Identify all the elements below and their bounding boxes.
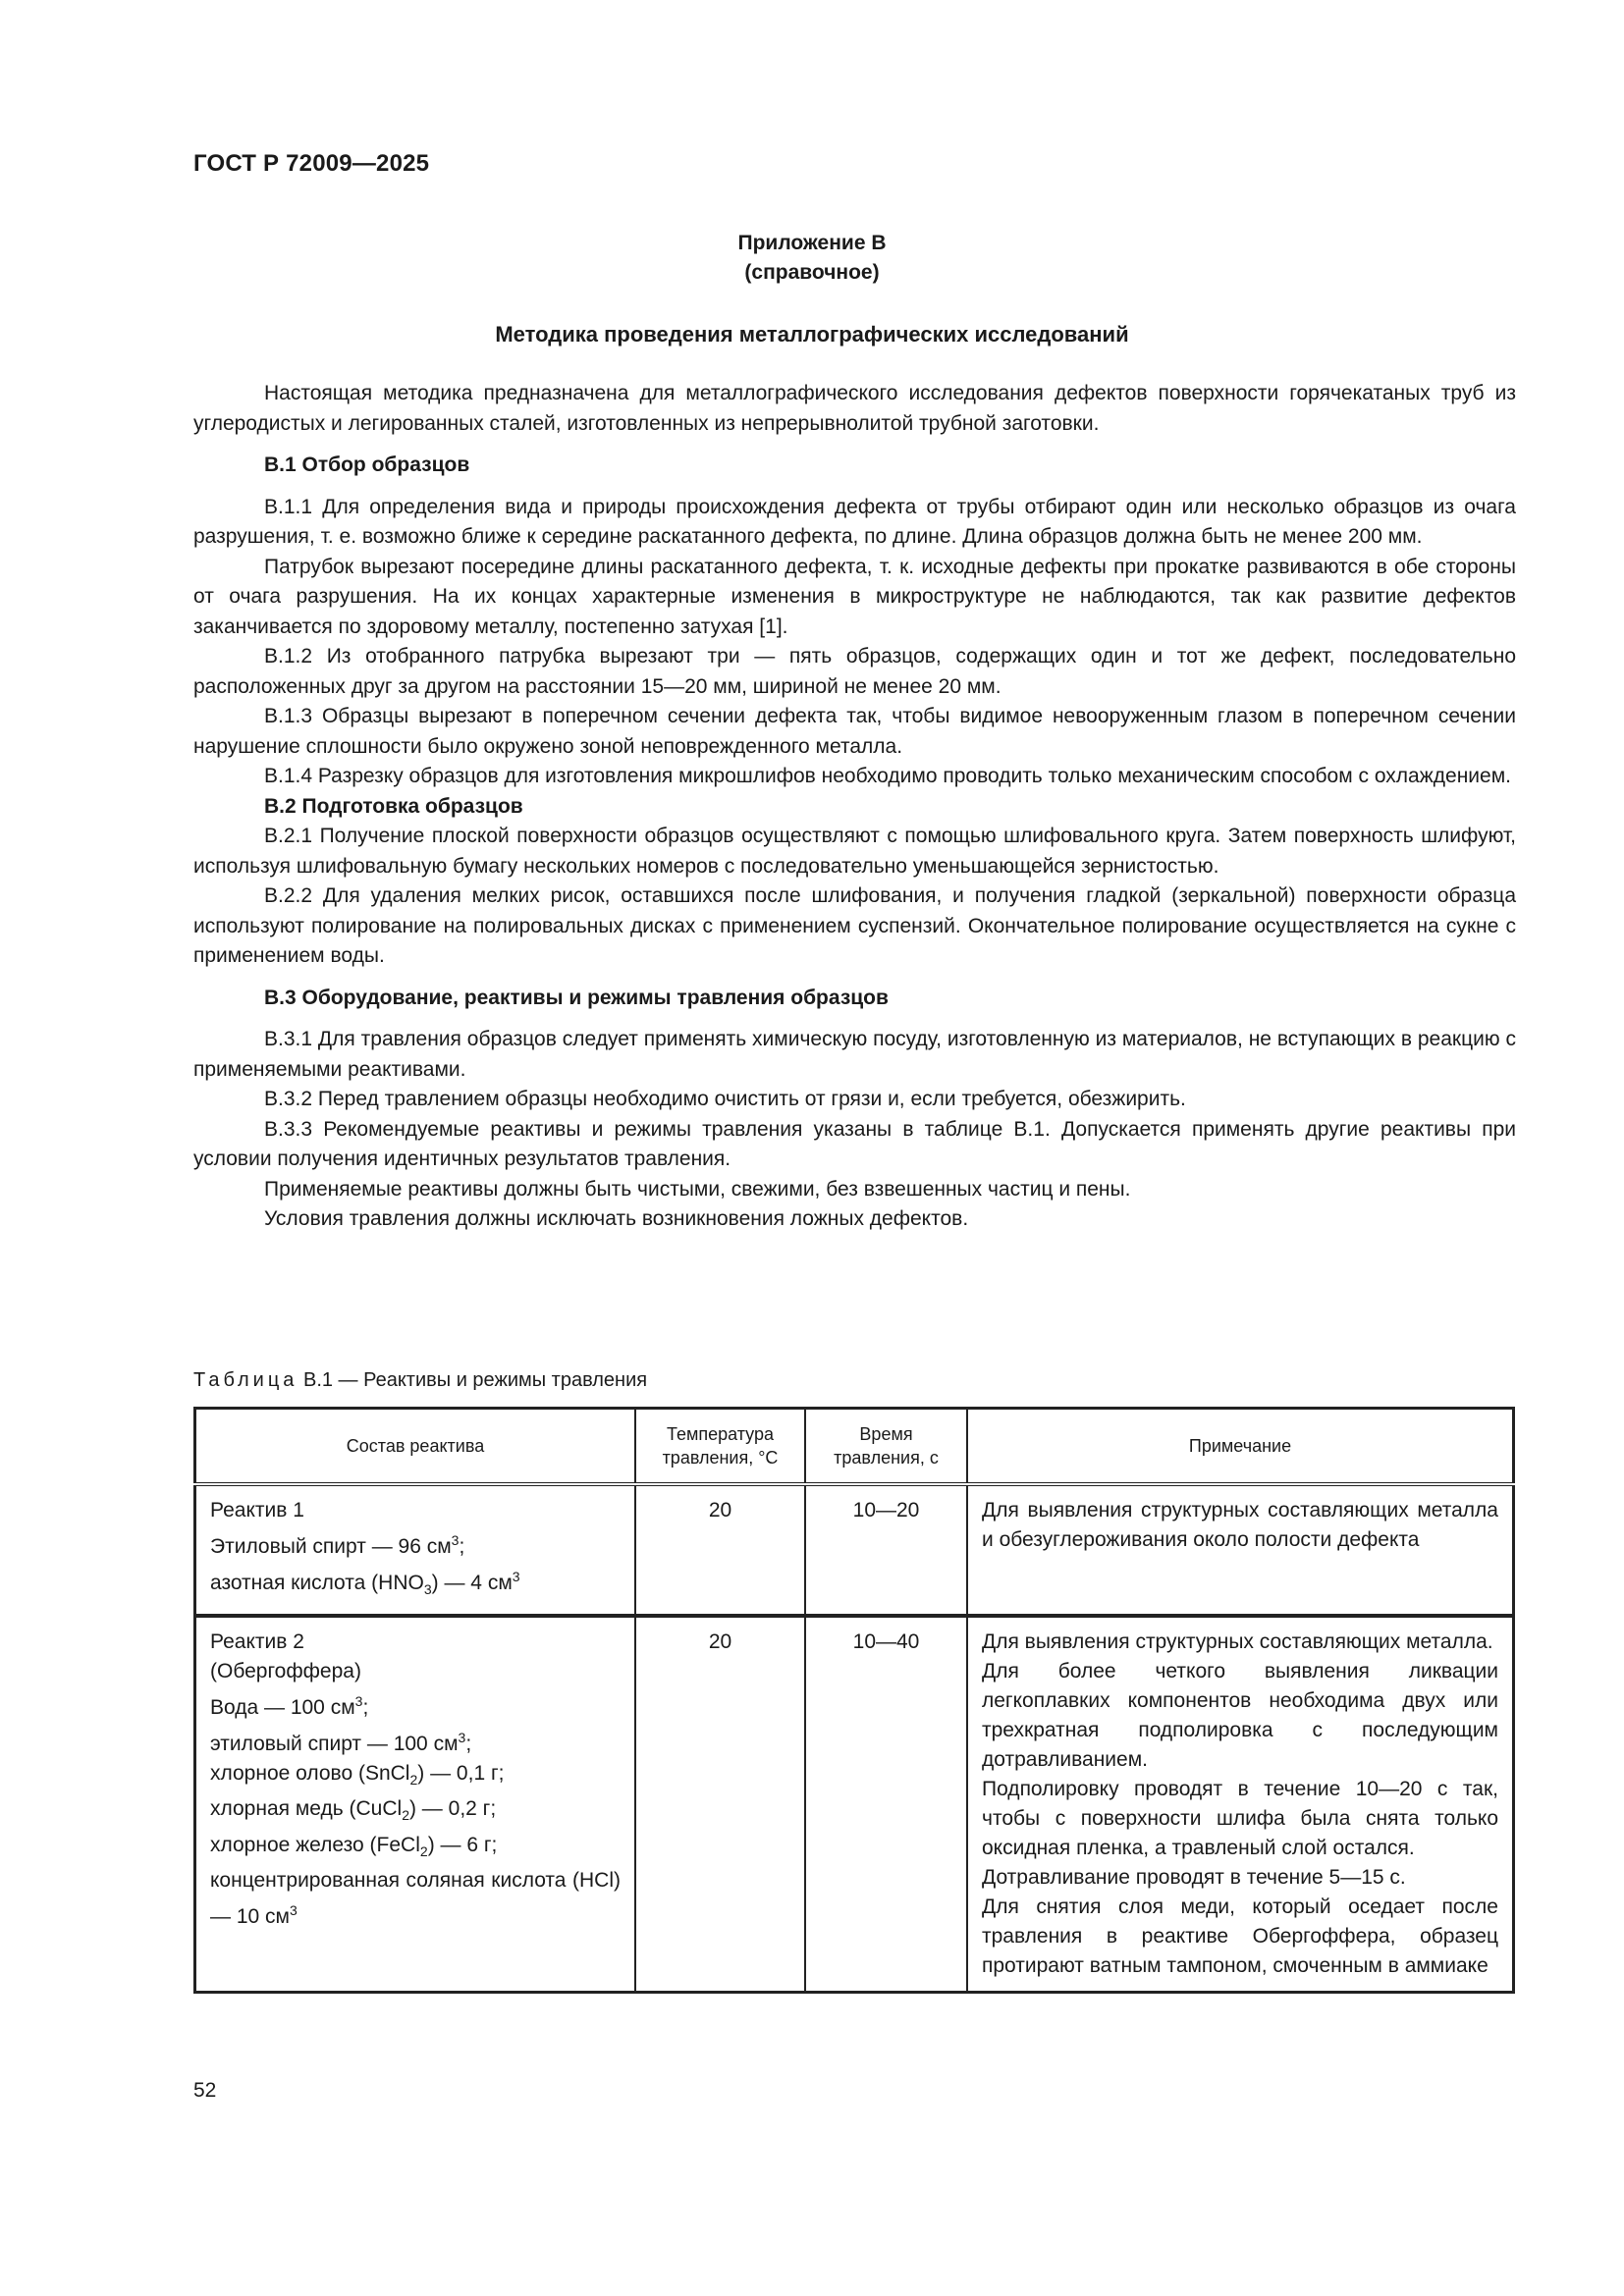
cell-time: 10—20	[805, 1484, 967, 1616]
table-caption	[193, 1369, 647, 1392]
cell-note: Для выявления структурных составляющих металла и обезуглероживания около полости дефекта	[967, 1484, 1514, 1616]
paragraph-b3-3: В.3.3 Рекомендуемые реактивы и режимы травления указаны в таблице В.1. Допускается применять другие реактивы при условии получения идентичных результатов травления.	[193, 1117, 1516, 1170]
section-heading-b1: В.1 Отбор образцов	[264, 454, 470, 476]
paragraph-b3-5: Условия травления должны исключать возникновения ложных дефектов.	[264, 1207, 969, 1230]
table-header-row	[195, 1409, 1514, 1485]
cell-time: 10—40	[805, 1616, 967, 1993]
section-heading-b3: В.3 Оборудование, реактивы и режимы травления образцов	[264, 986, 889, 1009]
paragraph-b2-1: В.2.1 Получение плоской поверхности образцов осуществляют с помощью шлифовального круга. Затем поверхность шлифуют, используя шлифовальную бумагу нескольких номеров с последовательно уменьшающейся зернистостью.	[193, 825, 1516, 878]
paragraph-b3-2: В.3.2 Перед травлением образцы необходимо очистить от грязи и, если требуется, обезжирить.	[264, 1088, 1186, 1110]
header-note: Примечание	[967, 1409, 1514, 1485]
document-body	[193, 379, 1516, 1235]
cell-note: Для выявления структурных составляющих металла. Для более четкого выявления ликвации легкоплавких компонентов необходима двух или трехкратная подполировка с последующим дотравливанием. Подполировку проводят в течение 10—20 с так, чтобы с поверхности шлифа была снята только оксидная пленка, а травленый слой остался. Дотравливание проводят в течение 5—15 с. Для снятия слоя меди, который оседает после травления в реактиве Обергоффера, образец протирают ватным тампоном, смоченным в аммиаке	[967, 1616, 1514, 1993]
paragraph-b1-3: В.1.3 Образцы вырезают в поперечном сечении дефекта так, чтобы видимое невооруженным глазом в поперечном сечении нарушение сплошности было окружено зоной неповрежденного металла.	[193, 705, 1516, 758]
annex-heading	[0, 229, 1624, 288]
method-title: Методика проведения металлографических исследований	[495, 322, 1129, 347]
paragraph-b1-2: В.1.2 Из отобранного патрубка вырезают три — пять образцов, содержащих один и тот же дефект, последовательно расположенных друг за другом на расстоянии 15—20 мм, шириной не менее 20 мм.	[193, 645, 1516, 698]
section-heading-b2: В.2 Подготовка образцов	[264, 794, 523, 818]
table-caption-label: Таблица	[193, 1369, 298, 1391]
annex-title: Приложение В	[737, 232, 887, 254]
cell-composition: Реактив 1 Этиловый спирт — 96 $см^3$; азотная кислота $(HNO_3)$ — 4 $см^3$	[195, 1484, 636, 1616]
annex-subtitle: (справочное)	[744, 261, 880, 284]
header-composition: Состав реактива	[195, 1409, 636, 1485]
paragraph-b1-4: В.1.4 Разрезку образцов для изготовления микрошлифов необходимо проводить только механическим способом с охлаждением.	[264, 765, 1511, 787]
header-temperature: Температура травления, °С	[635, 1409, 805, 1485]
cell-temperature: 20	[635, 1616, 805, 1993]
page-number: 52	[193, 2079, 217, 2102]
intro-paragraph: Настоящая методика предназначена для металлографического исследования дефектов поверхности горячекатаных труб из углеродистых и легированных сталей, изготовленных из непрерывнолитой трубной заготовки.	[193, 382, 1516, 435]
cell-composition: Реактив 2 (Обергоффера) Вода — 100 $см^3$; этиловый спирт — 100 $см^3$; хлорное олово (SnCl$_2$) — 0,1 г; хлорная медь (CuCl$_2$) — 0,2 г; хлорное железо (FeCl$_2$) — 6 г; концентрированная соляная кислота (HCl) — 10 $см^3$	[195, 1616, 636, 1993]
table-row	[195, 1616, 1514, 1993]
table-row	[195, 1484, 1514, 1616]
paragraph-b2-2: В.2.2 Для удаления мелких рисок, оставшихся после шлифования, и получения гладкой (зеркальной) поверхности образца используют полирование на полировальных дисках с применением суспензий. Окончательное полирование осуществляется на сукне с применением воды.	[193, 884, 1516, 967]
paragraph-b3-1: В.3.1 Для травления образцов следует применять химическую посуду, изготовленную из материалов, не вступающих в реакцию с применяемыми реактивами.	[193, 1028, 1516, 1081]
paragraph-b1-1-cont: Патрубок вырезают посередине длины раскатанного дефекта, т. к. исходные дефекты при прокатке развиваются в обе стороны от очага разрушения. На их концах характерные изменения в микроструктуре не наблюдаются, так как развитие дефектов заканчивается по здоровому металлу, постепенно затухая [1].	[193, 555, 1516, 638]
reagents-table	[193, 1407, 1515, 1994]
table-caption-text: В.1 — Реактивы и режимы травления	[302, 1369, 648, 1391]
document-id: ГОСТ Р 72009—2025	[193, 150, 430, 177]
header-time: Время травления, с	[805, 1409, 967, 1485]
paragraph-b1-1: В.1.1 Для определения вида и природы происхождения дефекта от трубы отбирают один или несколько образцов из очага разрушения, т. е. возможно ближе к середине раскатанного дефекта, по длине. Длина образцов должна быть не менее 200 мм.	[193, 495, 1516, 548]
paragraph-b3-4: Применяемые реактивы должны быть чистыми, свежими, без взвешенных частиц и пены.	[264, 1177, 1131, 1201]
cell-temperature: 20	[635, 1484, 805, 1616]
